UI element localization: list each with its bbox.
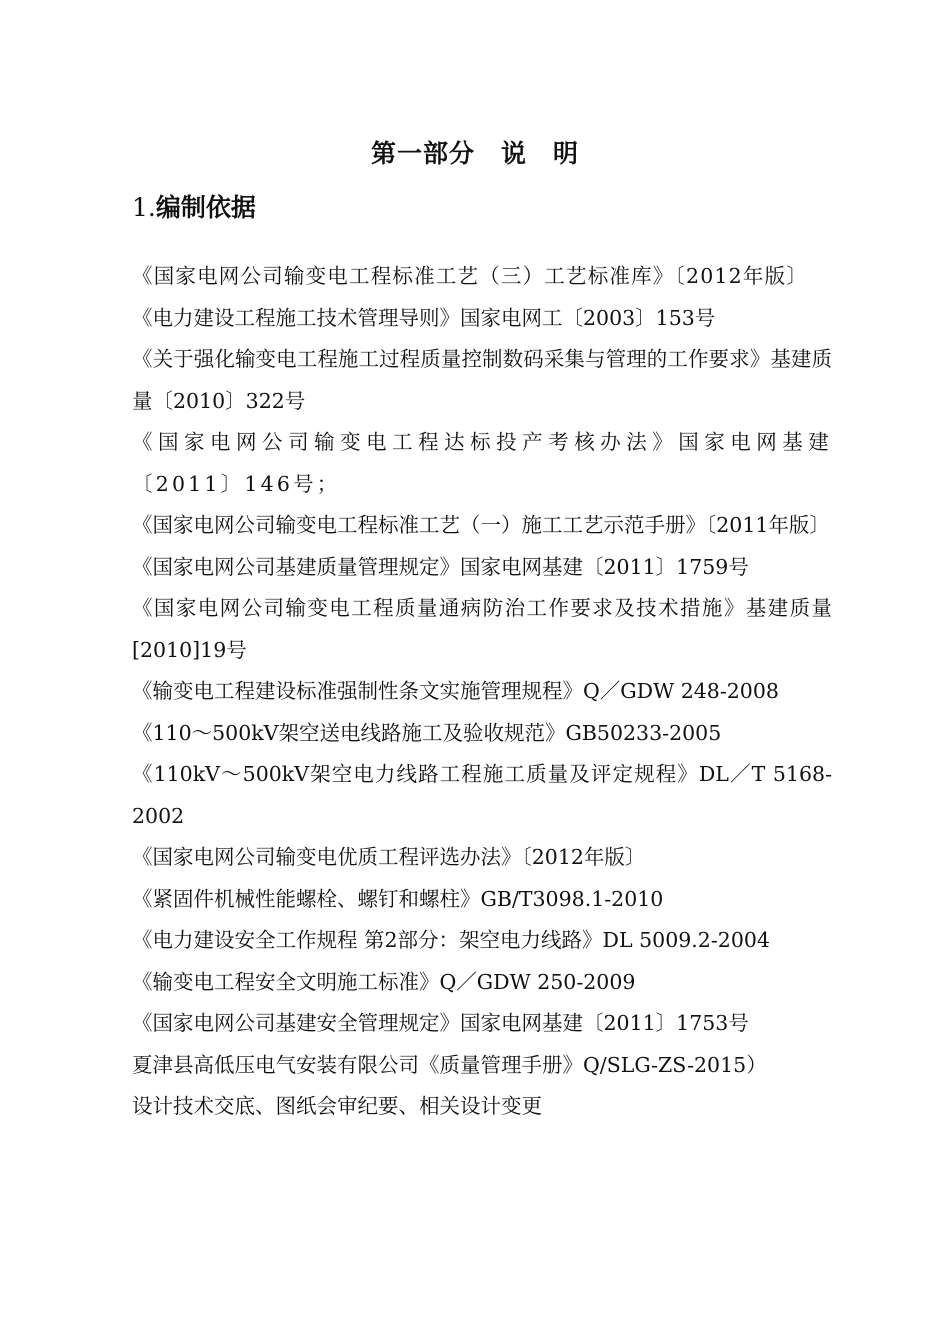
- section-number: 1.: [132, 193, 156, 222]
- reference-item: 《国家电网公司输变电工程标准工艺（一）施工工艺示范手册》〔2011年版〕: [132, 513, 830, 537]
- section-heading: [132, 188, 256, 224]
- reference-item: 《紧固件机械性能螺栓、螺钉和螺柱》GB/T3098.1-2010: [132, 886, 664, 911]
- reference-list: [132, 256, 832, 1128]
- reference-item: 《关于强化输变电工程施工过程质量控制数码采集与管理的工作要求》基建质量〔2010〕322号: [132, 347, 832, 413]
- reference-item: 《110～500kV架空送电线路施工及验收规范》GB50233-2005: [132, 720, 722, 745]
- section-heading-text: 编制依据: [155, 193, 256, 222]
- reference-item: 夏津县高低压电气安装有限公司《质量管理手册》Q/SLG-ZS-2015）: [132, 1052, 767, 1077]
- reference-item: 《国家电网公司基建质量管理规定》国家电网基建〔2011〕1759号: [132, 554, 749, 579]
- reference-item: 《输变电工程建设标准强制性条文实施管理规程》Q／GDW 248-2008: [132, 679, 779, 703]
- reference-item: 《国家电网公司基建安全管理规定》国家电网基建〔2011〕1753号: [132, 1011, 749, 1035]
- reference-item: 《110kV～500kV架空电力线路工程施工质量及评定规程》DL／T 5168-2002: [132, 762, 832, 828]
- reference-item: 《电力建设安全工作规程 第2部分：架空电力线路》DL 5009.2-2004: [132, 928, 770, 952]
- reference-item: 《电力建设工程施工技术管理导则》国家电网工〔2003〕153号: [132, 305, 716, 330]
- reference-item: 《国家电网公司输变电优质工程评选办法》〔2012年版〕: [132, 845, 646, 869]
- reference-item: 《国家电网公司输变电工程达标投产考核办法》国家电网基建〔2011〕146号；: [132, 430, 832, 496]
- reference-item: 《输变电工程安全文明施工标准》Q／GDW 250-2009: [132, 969, 636, 994]
- reference-item: 《国家电网公司输变电工程质量通病防治工作要求及技术措施》基建质量[2010]19号: [132, 596, 832, 662]
- page-title: 第一部分 说 明: [370, 139, 579, 168]
- reference-item: 《国家电网公司输变电工程标准工艺（三）工艺标准库》〔2012年版〕: [132, 264, 809, 288]
- reference-item: 设计技术交底、图纸会审纪要、相关设计变更: [132, 1094, 542, 1118]
